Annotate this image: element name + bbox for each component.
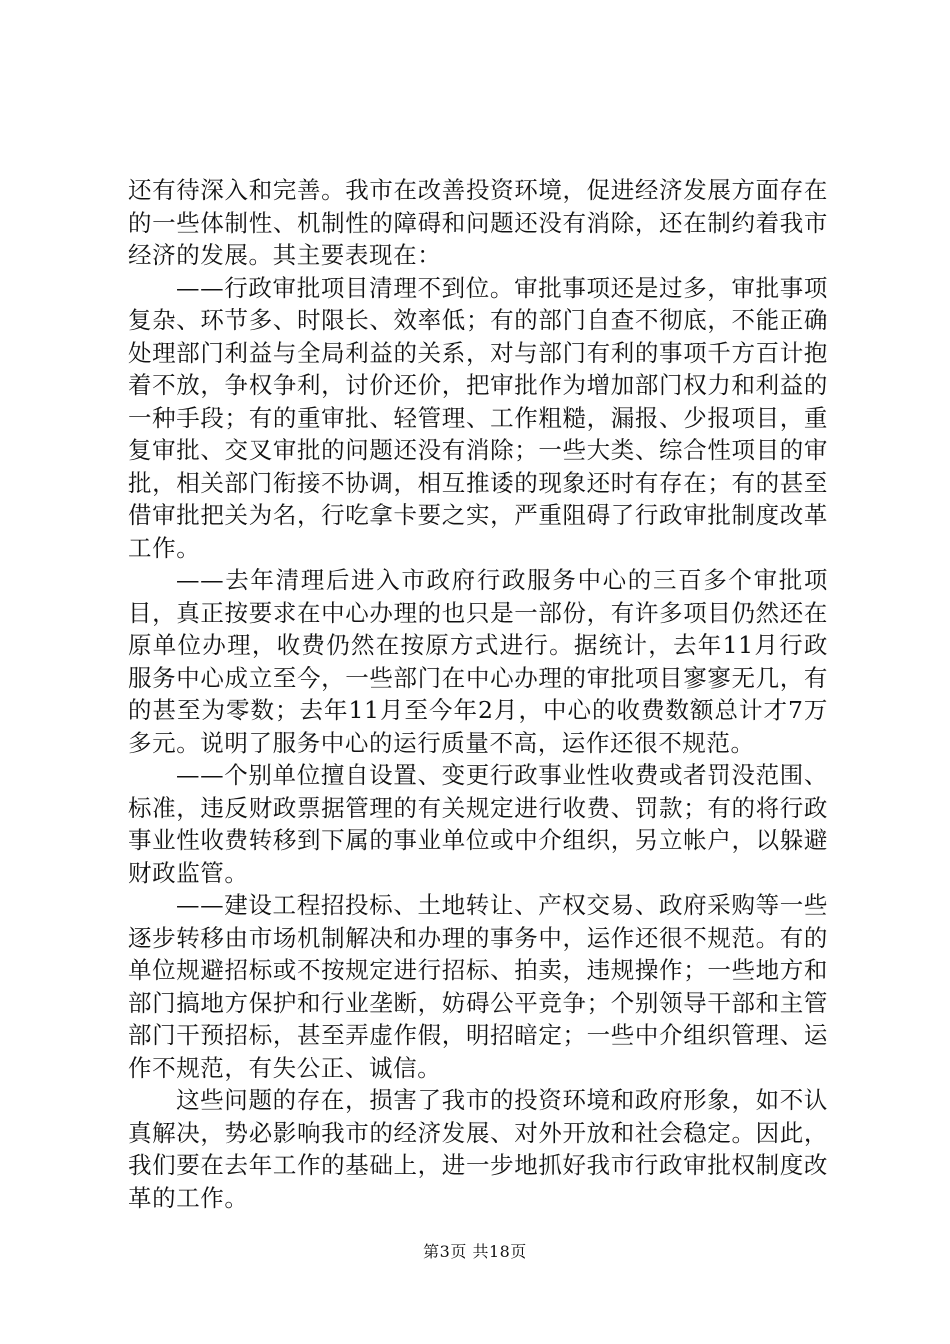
paragraph-fees: ——个别单位擅自设置、变更行政事业性收费或者罚没范围、标准，违反财政票据管理的有关规定进行收费、罚款；有的将行政事业性收费转移到下属的事业单位或中介组织，另立帐户，以躲避财政监管。 bbox=[128, 761, 828, 887]
document-body bbox=[128, 174, 828, 1214]
paragraph-continuation: 还有待深入和完善。我市在改善投资环境，促进经济发展方面存在的一些体制性、机制性的障碍和问题还没有消除，还在制约着我市经济的发展。其主要表现在： bbox=[128, 176, 828, 269]
page-number-footer: 第3页 共18页 bbox=[423, 1242, 527, 1261]
paragraph-conclusion: 这些问题的存在，损害了我市的投资环境和政府形象，如不认真解决，势必影响我市的经济发展、对外开放和社会稳定。因此，我们要在去年工作的基础上，进一步地抓好我市行政审批权制度改革的工作。 bbox=[128, 1086, 828, 1212]
paragraph-approval-items: ——行政审批项目清理不到位。审批事项还是过多，审批事项复杂、环节多、时限长、效率低；有的部门自查不彻底，不能正确处理部门利益与全局利益的关系，对与部门有利的事项千方百计抱着不放，争权争利，讨价还价，把审批作为增加部门权力和利益的一种手段；有的重审批、轻管理、工作粗糙，漏报、少报项目，重复审批、交叉审批的问题还没有消除；一些大类、综合性项目的审批，相关部门衔接不协调，相互推诿的现象还时有存在；有的甚至借审批把关为名，行吃拿卡要之实，严重阻碍了行政审批制度改革工作。 bbox=[128, 273, 828, 562]
paragraph-bidding: ——建设工程招投标、土地转让、产权交易、政府采购等一些逐步转移由市场机制解决和办理的事务中，运作还很不规范。有的单位规避招标或不按规定进行招标、拍卖，违规操作；一些地方和部门搞地方保护和行业垄断，妨碍公平竞争；个别领导干部和主管部门干预招标，甚至弄虚作假，明招暗定；一些中介组织管理、运作不规范，有失公正、诚信。 bbox=[128, 891, 828, 1082]
paragraph-service-center: ——去年清理后进入市政府行政服务中心的三百多个审批项目，真正按要求在中心办理的也只是一部份，有许多项目仍然还在原单位办理，收费仍然在按原方式进行。据统计，去年11月行政服务中心成立至今，一些部门在中心办理的审批项目寥寥无几，有的甚至为零数；去年11月至今年2月，中心的收费数额总计才7万多元。说明了服务中心的运行质量不高，运作还很不规范。 bbox=[128, 566, 828, 757]
